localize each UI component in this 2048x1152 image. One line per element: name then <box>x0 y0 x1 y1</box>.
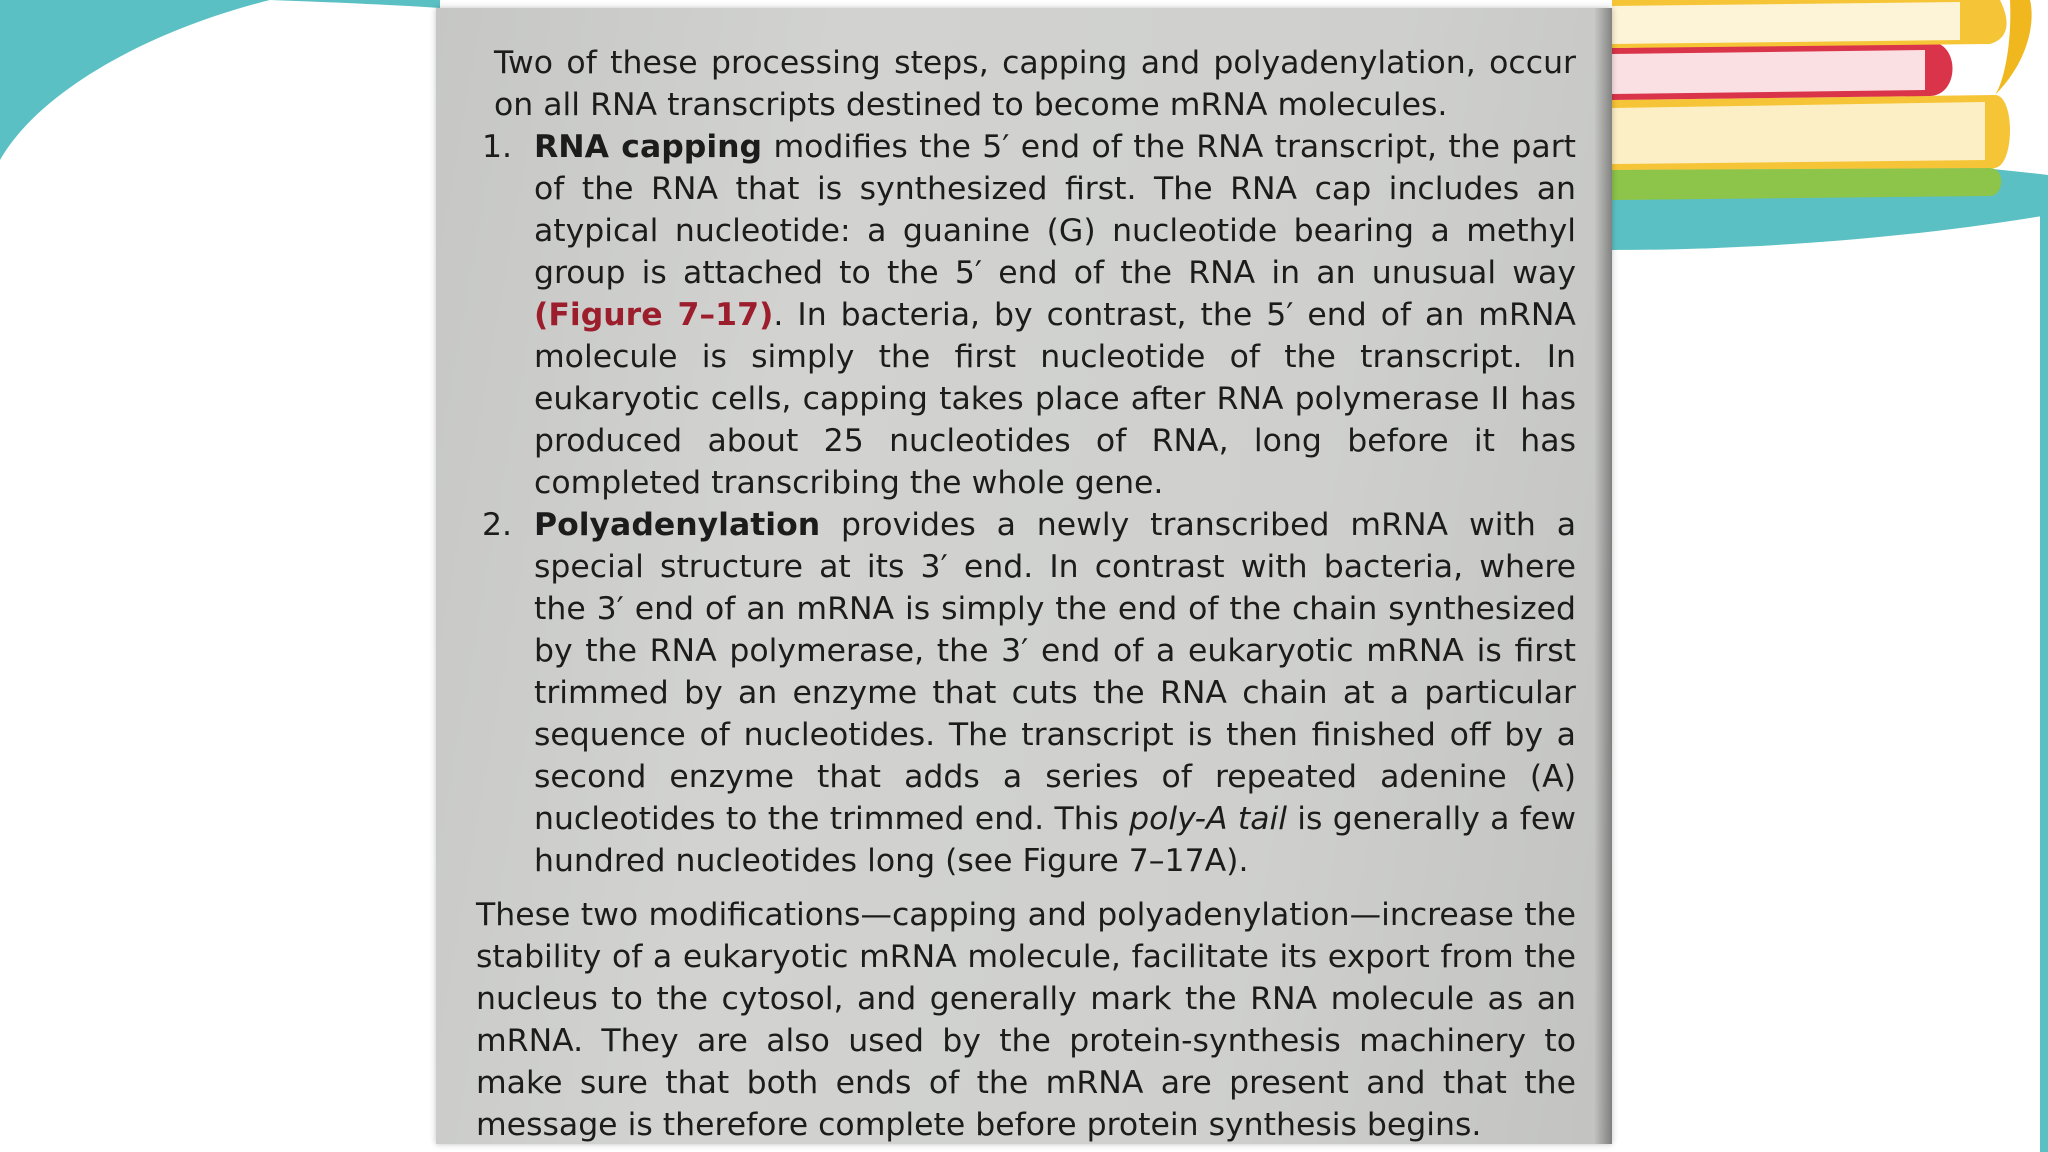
textbook-page-photo <box>436 8 1612 1144</box>
right-teal-edge <box>2040 196 2048 1152</box>
intro-paragraph: Two of these processing steps, capping and polyadenylation, occur on all RNA transcripts destined to become mRNA molecules. <box>494 45 1576 123</box>
item-text: modifies the 5′ end of the RNA transcript, the part of the RNA that is synthesized first. The RNA cap includes an atypical nucleotide: a guanine (G) nucleotide bearing a methyl group is attached to the 5′ end of the RNA in an unusual way <box>534 129 1576 291</box>
list-number: 2. <box>482 507 513 543</box>
top-left-teal-band <box>270 0 440 8</box>
list-item-polyadenylation <box>476 504 1576 882</box>
item-text-continued: . In bacteria, by contrast, the 5′ end of an mRNA molecule is simply the first nucleotide of the transcript. In eukaryotic cells, capping takes place after RNA polymerase II has produced about 25 nucleotides of RNA, long before it has completed transcribing the whole gene. <box>534 297 1576 501</box>
page-text <box>476 42 1576 1144</box>
top-left-teal-swoosh <box>0 0 270 160</box>
term-rna-capping: RNA capping <box>534 129 763 165</box>
italic-term-poly-a-tail: poly-A tail <box>1129 801 1288 837</box>
list-item-rna-capping <box>476 126 1576 504</box>
closing-paragraph: These two modifications—capping and polyadenylation—increase the stability of a eukaryotic mRNA molecule, facilitate its export from the nucleus to the cytosol, and generally mark the RNA molecule as an mRNA. They are also used by the protein-synthesis machinery to make sure that both ends of the mRNA are present and that the message is therefore complete before protein synthesis begins. <box>476 897 1576 1143</box>
books-icon <box>1612 0 2048 250</box>
term-polyadenylation: Polyadenylation <box>534 507 821 543</box>
figure-reference-link: (Figure 7–17) <box>534 297 774 333</box>
list-number: 1. <box>482 129 513 165</box>
item-text: provides a newly transcribed mRNA with a special structure at its 3′ end. In contrast with bacteria, where the 3′ end of an mRNA is simply the end of the chain synthesized by the RNA polymerase, the 3′ end of a eukaryotic mRNA is first trimmed by an enzyme that cuts the RNA chain at a particular sequence of nucleotides. The transcript is then finished off by a second enzyme that adds a series of repeated adenine (A) nucleotides to the trimmed end. This <box>534 507 1576 837</box>
item-text-continued: is generally a few hundred nucleotides long (see Figure 7–17A). <box>534 801 1576 879</box>
